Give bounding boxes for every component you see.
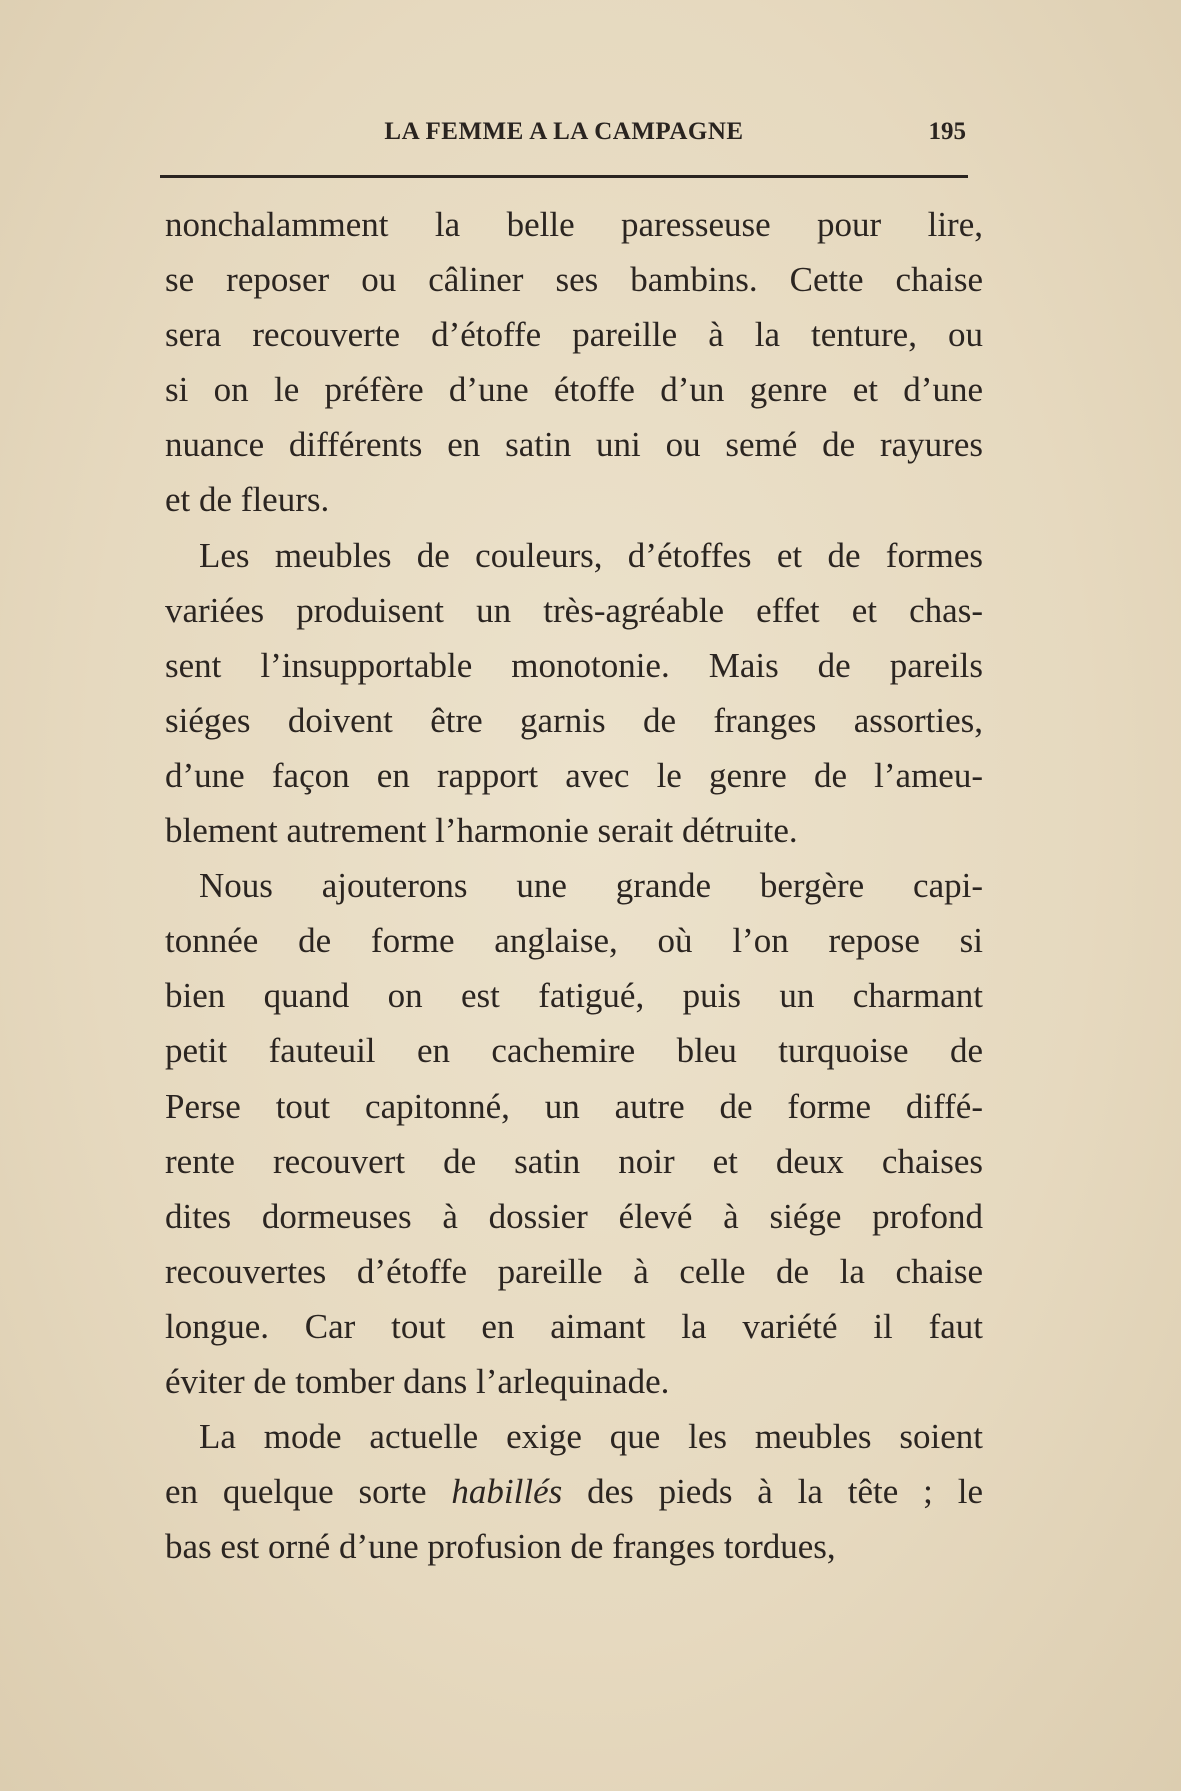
text-line: Perse tout capitonné, un autre de forme diffé- — [165, 1086, 983, 1126]
text-line: La mode actuelle exige que les meubles soient — [199, 1417, 983, 1457]
text-line: longue. Car tout en aimant la variété il faut — [165, 1306, 983, 1346]
text-line: rente recouvert de satin noir et deux chaises — [165, 1141, 983, 1181]
paragraph — [165, 528, 983, 859]
paragraph — [165, 1409, 983, 1574]
text-line: variées produisent un très-agréable effet et chas- — [165, 590, 983, 630]
text-line: blement autrement l’harmonie serait détruite. — [165, 811, 798, 851]
running-header — [160, 118, 968, 150]
running-title: LA FEMME A LA CAMPAGNE — [384, 118, 744, 145]
text-line: recouvertes d’étoffe pareille à celle de la chaise — [165, 1251, 983, 1291]
text-line: Nous ajouterons une grande bergère capi- — [199, 866, 983, 906]
text-line: se reposer ou câliner ses bambins. Cette chaise — [165, 260, 983, 300]
text-line: Les meubles de couleurs, d’étoffes et de formes — [199, 535, 983, 575]
text-line: si on le préfère d’une étoffe d’un genre et d’une — [165, 370, 983, 410]
text-line: nuance différents en satin uni ou semé de rayures — [165, 425, 983, 465]
paragraph — [165, 858, 983, 1409]
page-number: 195 — [928, 118, 966, 145]
text-line: d’une façon en rapport avec le genre de l’ameu- — [165, 755, 983, 795]
text-line: en quelque sorte habillés des pieds à la tête ; le — [165, 1472, 983, 1512]
text-line: éviter de tomber dans l’arlequinade. — [165, 1361, 670, 1401]
text-line: bien quand on est fatigué, puis un charmant — [165, 976, 983, 1016]
text-line: sera recouverte d’étoffe pareille à la tenture, ou — [165, 315, 983, 355]
header-rule — [160, 175, 968, 178]
body-text — [165, 197, 983, 1574]
text-line: dites dormeuses à dossier élevé à siége profond — [165, 1196, 983, 1236]
text-line: petit fauteuil en cachemire bleu turquoise de — [165, 1031, 983, 1071]
text-line: siéges doivent être garnis de franges assorties, — [165, 700, 983, 740]
text-line: bas est orné d’une profusion de franges tordues, — [165, 1527, 836, 1567]
text-line: tonnée de forme anglaise, où l’on repose si — [165, 921, 983, 961]
paragraph — [165, 197, 983, 528]
text-line: sent l’insupportable monotonie. Mais de pareils — [165, 645, 983, 685]
text-line: nonchalamment la belle paresseuse pour lire, — [165, 205, 983, 244]
text-line: et de fleurs. — [165, 480, 330, 520]
